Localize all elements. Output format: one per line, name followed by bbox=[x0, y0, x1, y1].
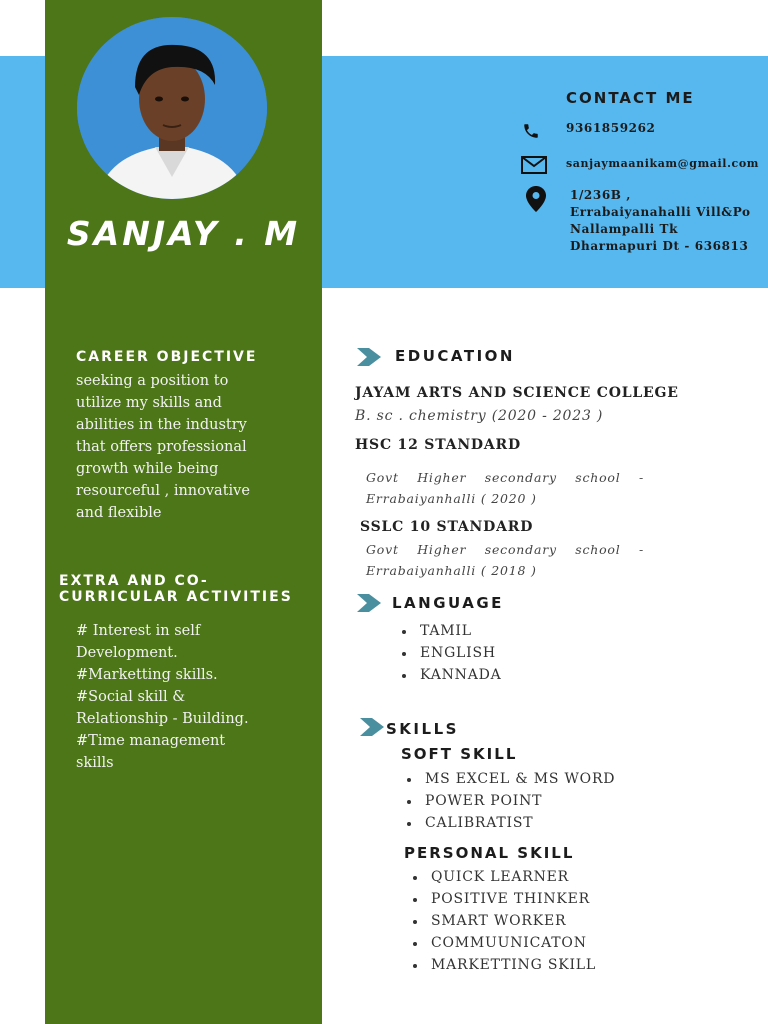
college-name: JAYAM ARTS AND SCIENCE COLLEGE bbox=[355, 385, 679, 401]
list-item: CALIBRATIST bbox=[403, 812, 615, 834]
phone-number: 9361859262 bbox=[566, 121, 656, 135]
list-item: MARKETTING SKILL bbox=[409, 954, 596, 976]
activity-line: skills bbox=[76, 755, 114, 771]
objective-line: resourceful , innovative bbox=[76, 483, 250, 499]
list-item: COMMUUNICATON bbox=[409, 932, 596, 954]
activity-line: Relationship - Building. bbox=[76, 711, 249, 727]
chevron-arrow-icon bbox=[357, 594, 381, 616]
list-item: KANNADA bbox=[398, 664, 502, 686]
list-item: POWER POINT bbox=[403, 790, 615, 812]
sslc-school: Govt Higher secondary school - Errabaiyanhalli ( 2018 ) bbox=[366, 542, 644, 578]
list-item: TAMIL bbox=[398, 620, 502, 642]
address-line: Nallampalli Tk bbox=[570, 222, 678, 236]
list-item: MS EXCEL & MS WORD bbox=[403, 768, 615, 790]
career-objective-heading: CAREER OBJECTIVE bbox=[76, 349, 258, 365]
chevron-arrow-icon bbox=[360, 718, 384, 740]
soft-skill-list bbox=[403, 768, 615, 834]
objective-line: seeking a position to bbox=[76, 373, 229, 389]
sslc-title: SSLC 10 STANDARD bbox=[360, 519, 534, 535]
list-item: SMART WORKER bbox=[409, 910, 596, 932]
address-line: Errabaiyanahalli Vill&Po bbox=[570, 205, 751, 219]
phone-icon bbox=[522, 122, 540, 144]
personal-skill-list bbox=[409, 866, 596, 976]
soft-skill-heading: SOFT SKILL bbox=[401, 745, 518, 763]
activity-line: #Time management bbox=[76, 733, 226, 749]
chevron-arrow-icon bbox=[357, 348, 381, 370]
activity-line: #Social skill & bbox=[76, 689, 186, 705]
address-line: Dharmapuri Dt - 636813 bbox=[570, 239, 749, 253]
degree: B. sc . chemistry (2020 - 2023 ) bbox=[355, 408, 604, 424]
objective-line: abilities in the industry bbox=[76, 417, 247, 433]
activities-heading-line: CURRICULAR ACTIVITIES bbox=[59, 589, 293, 605]
education-heading: EDUCATION bbox=[395, 347, 515, 365]
profile-photo bbox=[77, 17, 267, 199]
email-address: sanjaymaanikam@gmail.com bbox=[566, 157, 759, 170]
objective-line: utilize my skills and bbox=[76, 395, 222, 411]
contact-heading: CONTACT ME bbox=[566, 89, 695, 107]
objective-line: growth while being bbox=[76, 461, 219, 477]
personal-skill-heading: PERSONAL SKILL bbox=[404, 844, 575, 862]
mail-icon bbox=[521, 156, 547, 178]
candidate-name: SANJAY . M bbox=[66, 214, 301, 253]
hsc-title: HSC 12 STANDARD bbox=[355, 437, 521, 453]
location-pin-icon bbox=[526, 186, 546, 216]
activity-line: # Interest in self bbox=[76, 623, 201, 639]
activity-line: Development. bbox=[76, 645, 178, 661]
language-heading: LANGUAGE bbox=[392, 594, 504, 612]
address-line: 1/236B , bbox=[570, 188, 632, 202]
objective-line: and flexible bbox=[76, 505, 162, 521]
activities-heading bbox=[59, 573, 293, 605]
list-item: QUICK LEARNER bbox=[409, 866, 596, 888]
objective-line: that offers professional bbox=[76, 439, 247, 455]
list-item: ENGLISH bbox=[398, 642, 502, 664]
skills-heading: SKILLS bbox=[386, 720, 459, 738]
activities-heading-line: EXTRA AND CO- bbox=[59, 573, 209, 589]
activities-text bbox=[76, 620, 276, 774]
address bbox=[570, 187, 751, 255]
activity-line: #Marketting skills. bbox=[76, 667, 218, 683]
hsc-school: Govt Higher secondary school - Errabaiyanhalli ( 2020 ) bbox=[366, 470, 644, 506]
language-list bbox=[398, 620, 502, 686]
career-objective-text bbox=[76, 370, 276, 524]
list-item: POSITIVE THINKER bbox=[409, 888, 596, 910]
